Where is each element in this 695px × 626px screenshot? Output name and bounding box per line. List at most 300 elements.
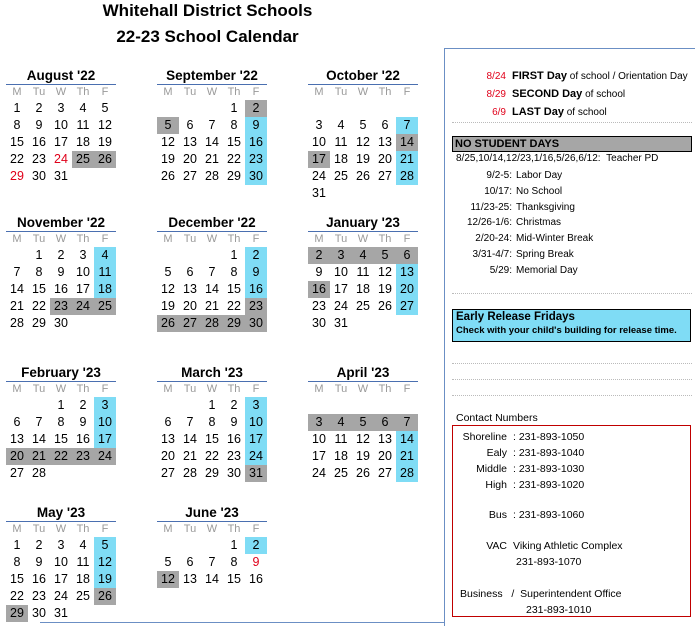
week-row [308, 414, 418, 431]
day-cell [352, 315, 374, 332]
day-cell: 8 [230, 265, 238, 279]
day-cell: 27 [378, 466, 392, 480]
day-cell: 2 [245, 247, 267, 264]
day-cell: 15 [10, 135, 24, 149]
day-cell: 4 [330, 414, 352, 431]
day-cell: 22 [227, 152, 241, 166]
day-cell: 23 [245, 298, 267, 315]
weekday-label: F [252, 523, 260, 535]
day-cell: 22 [205, 449, 219, 463]
week-row [6, 134, 116, 151]
day-cell: 15 [205, 432, 219, 446]
day-cell [396, 185, 418, 202]
day-cell: 30 [312, 316, 326, 330]
day-cell: 17 [54, 572, 68, 586]
day-cell: 19 [356, 152, 370, 166]
day-cell: 6 [186, 555, 194, 569]
day-cell: 30 [245, 168, 267, 185]
early-release-title: Early Release Fridays [456, 311, 575, 323]
day-cell: 24 [245, 448, 267, 465]
day-cell: 16 [32, 572, 46, 586]
week-row [6, 264, 116, 281]
day-cell: 5 [164, 555, 172, 569]
weekday-header [6, 382, 116, 397]
day-cell: 18 [76, 135, 90, 149]
day-cell [72, 465, 94, 482]
divider [452, 363, 692, 364]
day-cell: 2 [57, 248, 65, 262]
day-cell: 13 [10, 432, 24, 446]
day-cell: 2 [245, 537, 267, 554]
week-row [6, 247, 116, 264]
holiday-row: 12/26-1/6: Christmas [466, 217, 562, 228]
divider-top [444, 48, 695, 49]
month-calendar [6, 214, 116, 332]
contact-vac: VAC Viking Athletic Complex [486, 540, 623, 552]
day-cell: 14 [396, 134, 418, 151]
day-cell: 13 [161, 432, 175, 446]
day-cell: 30 [54, 316, 68, 330]
day-cell: 28 [10, 316, 24, 330]
day-cell: 16 [54, 282, 68, 296]
day-cell: 8 [57, 415, 65, 429]
day-cell: 7 [396, 117, 418, 134]
day-cell: 26 [94, 588, 116, 605]
day-cell: 19 [356, 449, 370, 463]
day-cell: 19 [161, 152, 175, 166]
divider-bottom [40, 622, 445, 623]
week-row [157, 414, 267, 431]
weekday-header [157, 522, 267, 537]
day-cell: 20 [183, 152, 197, 166]
day-cell: 24 [312, 169, 326, 183]
week-row [6, 168, 116, 185]
day-cell: 23 [50, 298, 72, 315]
month-calendar [157, 504, 267, 588]
day-cell [94, 315, 116, 332]
day-cell: 12 [98, 118, 112, 132]
weekday-label: W [357, 233, 369, 245]
day-cell: 14 [183, 432, 197, 446]
day-cell: 21 [205, 152, 219, 166]
day-cell: 9 [35, 118, 43, 132]
contact-business: Business / Superintendent Office [460, 588, 622, 600]
day-cell: 27 [161, 466, 175, 480]
month-name: April '23 [308, 364, 418, 382]
day-cell: 5 [359, 118, 367, 132]
day-cell: 3 [57, 538, 65, 552]
key-date-second: 8/29 SECOND Day of school [486, 88, 626, 100]
week-row [157, 448, 267, 465]
day-cell: 31 [54, 169, 68, 183]
week-row [6, 448, 116, 465]
week-row [157, 537, 267, 554]
weekday-label: Th [378, 383, 392, 395]
weekday-header [308, 232, 418, 247]
key-date-last: 6/9 LAST Day of school [492, 106, 607, 118]
week-row [6, 537, 116, 554]
month-name: September '22 [157, 67, 267, 85]
day-cell: 2 [79, 398, 87, 412]
contact-middle: Middle : 231-893-1030 [476, 463, 585, 475]
day-cell: 24 [94, 448, 116, 465]
weekday-label: W [357, 86, 369, 98]
day-cell: 5 [164, 265, 172, 279]
day-cell: 19 [161, 299, 175, 313]
month-name: November '22 [6, 214, 116, 232]
day-cell [28, 397, 50, 414]
weekday-label: W [206, 233, 218, 245]
day-cell: 13 [396, 264, 418, 281]
day-cell [94, 168, 116, 185]
day-cell: 18 [94, 281, 116, 298]
day-cell: 10 [54, 118, 68, 132]
day-cell: 13 [183, 282, 197, 296]
day-cell: 9 [315, 265, 323, 279]
week-row [308, 117, 418, 134]
holiday-row: 11/23-25: Thanksgiving [470, 202, 575, 213]
day-cell: 16 [308, 281, 330, 298]
day-cell: 26 [157, 315, 179, 332]
week-row [157, 151, 267, 168]
day-cell: 15 [227, 135, 241, 149]
day-cell: 24 [54, 152, 68, 166]
day-cell: 7 [208, 555, 216, 569]
week-row [157, 571, 267, 588]
day-cell: 5 [94, 537, 116, 554]
weekday-label: W [206, 383, 218, 395]
day-cell: 8 [13, 118, 21, 132]
week-row [6, 281, 116, 298]
day-cell [179, 247, 201, 264]
week-row [157, 554, 267, 571]
day-cell: 7 [186, 415, 194, 429]
weekday-label: Tu [183, 233, 197, 245]
contacts-heading: Contact Numbers [456, 412, 538, 424]
day-cell: 16 [32, 135, 46, 149]
day-cell: 24 [312, 466, 326, 480]
month-calendar [6, 504, 116, 622]
day-cell: 20 [378, 449, 392, 463]
week-row [308, 465, 418, 482]
contact-shoreline: Shoreline : 231-893-1050 [462, 431, 585, 443]
weekday-label: Th [76, 523, 90, 535]
day-cell: 3 [245, 397, 267, 414]
day-cell [374, 315, 396, 332]
day-cell: 27 [378, 169, 392, 183]
week-row [6, 588, 116, 605]
day-cell: 12 [161, 282, 175, 296]
week-row [6, 100, 116, 117]
district-title: Whitehall District Schools [102, 1, 313, 20]
month-name: January '23 [308, 214, 418, 232]
early-release-box [452, 309, 691, 342]
weekday-label: Th [227, 523, 241, 535]
day-cell [374, 185, 396, 202]
day-cell: 27 [179, 315, 201, 332]
day-cell: 18 [76, 572, 90, 586]
day-cell: 5 [352, 414, 374, 431]
day-cell: 7 [208, 265, 216, 279]
month-name: February '23 [6, 364, 116, 382]
weekday-label: F [101, 233, 109, 245]
weekday-label: Th [378, 233, 392, 245]
day-cell: 4 [79, 101, 87, 115]
day-cell: 11 [356, 265, 370, 279]
day-cell [396, 397, 418, 414]
day-cell: 11 [76, 118, 90, 132]
day-cell [94, 465, 116, 482]
holiday-row: 9/2-5: Labor Day [486, 170, 563, 181]
day-cell: 21 [10, 299, 24, 313]
weekday-label: Tu [32, 523, 46, 535]
holiday-row: 5/29: Memorial Day [489, 265, 578, 276]
day-cell [396, 315, 418, 332]
day-cell: 17 [76, 282, 90, 296]
weekday-label: Th [227, 383, 241, 395]
day-cell: 6 [374, 414, 396, 431]
day-cell: 16 [76, 432, 90, 446]
day-cell: 1 [13, 101, 21, 115]
day-cell: 20 [6, 448, 28, 465]
day-cell: 16 [227, 432, 241, 446]
day-cell: 7 [396, 414, 418, 431]
weekday-label: F [403, 233, 411, 245]
week-row [6, 465, 116, 482]
day-cell: 24 [72, 298, 94, 315]
day-cell [179, 397, 201, 414]
month-calendar [308, 67, 418, 202]
day-cell: 3 [79, 248, 87, 262]
day-cell: 14 [10, 282, 24, 296]
day-cell: 28 [201, 315, 223, 332]
month-calendar [157, 364, 267, 482]
day-cell: 12 [94, 554, 116, 571]
day-cell [330, 185, 352, 202]
day-cell [6, 247, 28, 264]
month-calendar [157, 67, 267, 185]
day-cell: 13 [183, 135, 197, 149]
month-name: June '23 [157, 504, 267, 522]
week-row [6, 414, 116, 431]
divider [452, 122, 692, 123]
day-cell: 9 [35, 555, 43, 569]
day-cell: 11 [94, 264, 116, 281]
day-cell [374, 100, 396, 117]
day-cell: 11 [334, 135, 348, 149]
weekday-label: F [252, 383, 260, 395]
weekday-label: W [55, 86, 67, 98]
day-cell: 23 [32, 589, 46, 603]
day-cell: 8 [230, 555, 238, 569]
day-cell [72, 168, 94, 185]
day-cell: 18 [334, 152, 348, 166]
day-cell: 5 [101, 101, 109, 115]
day-cell [72, 315, 94, 332]
week-row [157, 465, 267, 482]
week-row [157, 298, 267, 315]
day-cell: 9 [57, 265, 65, 279]
day-cell: 26 [356, 466, 370, 480]
week-row [308, 100, 418, 117]
day-cell: 16 [245, 134, 267, 151]
day-cell: 29 [10, 169, 24, 183]
weekday-label: Tu [334, 233, 348, 245]
day-cell: 23 [312, 299, 326, 313]
contact-high: High : 231-893-1020 [485, 479, 585, 491]
day-cell: 28 [396, 465, 418, 482]
day-cell: 2 [230, 398, 238, 412]
day-cell [396, 100, 418, 117]
month-name: October '22 [308, 67, 418, 85]
day-cell [308, 100, 330, 117]
day-cell: 29 [32, 316, 46, 330]
day-cell: 12 [356, 432, 370, 446]
day-cell: 16 [245, 281, 267, 298]
day-cell: 18 [334, 449, 348, 463]
day-cell: 1 [230, 248, 238, 262]
day-cell: 17 [245, 431, 267, 448]
day-cell: 3 [308, 414, 330, 431]
day-cell: 10 [334, 265, 348, 279]
day-cell: 21 [183, 449, 197, 463]
week-row [157, 134, 267, 151]
day-cell: 30 [245, 315, 267, 332]
contact-bus: Bus : 231-893-1060 [488, 509, 585, 521]
day-cell: 19 [378, 282, 392, 296]
month-calendar [6, 67, 116, 185]
week-row [6, 315, 116, 332]
contact-vac-phone: 231-893-1070 [516, 556, 582, 568]
day-cell: 6 [13, 415, 21, 429]
day-cell: 8 [13, 555, 21, 569]
weekday-label: Th [76, 383, 90, 395]
weekday-label: Tu [32, 86, 46, 98]
day-cell: 19 [98, 135, 112, 149]
day-cell: 20 [183, 299, 197, 313]
weekday-header [308, 382, 418, 397]
weekday-label: Tu [32, 383, 46, 395]
day-cell: 18 [356, 282, 370, 296]
weekday-label: Th [227, 233, 241, 245]
day-cell: 17 [334, 282, 348, 296]
day-cell: 26 [356, 169, 370, 183]
day-cell: 25 [94, 298, 116, 315]
week-row [6, 571, 116, 588]
day-cell [157, 537, 179, 554]
day-cell: 14 [32, 432, 46, 446]
divider [452, 293, 692, 294]
day-cell: 27 [183, 169, 197, 183]
day-cell: 17 [308, 151, 330, 168]
day-cell: 3 [330, 247, 352, 264]
day-cell: 1 [13, 538, 21, 552]
week-row [157, 397, 267, 414]
month-calendar [308, 214, 418, 332]
day-cell: 2 [308, 247, 330, 264]
day-cell: 21 [396, 448, 418, 465]
day-cell: 22 [50, 448, 72, 465]
day-cell: 4 [352, 247, 374, 264]
teacher-pd-row: 8/25,10/14,12/23,1/16,5/26,6/12: Teacher PD [456, 153, 659, 164]
day-cell: 28 [205, 169, 219, 183]
weekday-label: Tu [32, 233, 46, 245]
weekday-label: M [314, 86, 324, 98]
day-cell: 1 [57, 398, 65, 412]
weekday-header [308, 85, 418, 100]
month-name: August '22 [6, 67, 116, 85]
weekday-label: Tu [183, 383, 197, 395]
day-cell: 7 [13, 265, 21, 279]
day-cell: 22 [10, 152, 24, 166]
day-cell: 1 [208, 398, 216, 412]
month-calendar [6, 364, 116, 482]
weekday-label: M [163, 86, 173, 98]
day-cell: 11 [334, 432, 348, 446]
day-cell: 9 [79, 415, 87, 429]
weekday-header [6, 85, 116, 100]
day-cell: 29 [205, 466, 219, 480]
day-cell: 31 [54, 606, 68, 620]
day-cell: 24 [54, 589, 68, 603]
week-row [6, 431, 116, 448]
day-cell: 23 [227, 449, 241, 463]
day-cell: 5 [374, 247, 396, 264]
weekday-label: M [12, 86, 22, 98]
day-cell: 25 [334, 169, 348, 183]
divider-vertical [444, 48, 445, 626]
week-row [6, 554, 116, 571]
day-cell [201, 247, 223, 264]
week-row [157, 247, 267, 264]
weekday-label: Th [76, 86, 90, 98]
day-cell: 8 [35, 265, 43, 279]
day-cell: 28 [32, 466, 46, 480]
week-row [308, 431, 418, 448]
day-cell: 6 [381, 118, 389, 132]
day-cell: 14 [205, 572, 219, 586]
day-cell: 7 [35, 415, 43, 429]
day-cell [352, 397, 374, 414]
week-row [308, 134, 418, 151]
day-cell: 25 [76, 589, 90, 603]
day-cell: 14 [396, 431, 418, 448]
day-cell: 15 [32, 282, 46, 296]
weekday-label: W [55, 233, 67, 245]
divider [452, 395, 692, 396]
day-cell [201, 100, 223, 117]
weekday-label: F [101, 383, 109, 395]
day-cell: 9 [252, 555, 260, 569]
day-cell: 10 [76, 265, 90, 279]
day-cell: 13 [183, 572, 197, 586]
day-cell: 10 [312, 432, 326, 446]
day-cell: 19 [94, 571, 116, 588]
day-cell: 8 [230, 118, 238, 132]
day-cell: 29 [223, 315, 245, 332]
day-cell: 20 [161, 449, 175, 463]
week-row [157, 431, 267, 448]
weekday-label: W [206, 523, 218, 535]
weekday-label: Tu [183, 86, 197, 98]
weekday-header [6, 522, 116, 537]
no-student-days-heading: NO STUDENT DAYS [452, 136, 692, 152]
week-row [308, 448, 418, 465]
day-cell [308, 397, 330, 414]
day-cell: 10 [312, 135, 326, 149]
day-cell: 10 [94, 414, 116, 431]
week-row [308, 281, 418, 298]
